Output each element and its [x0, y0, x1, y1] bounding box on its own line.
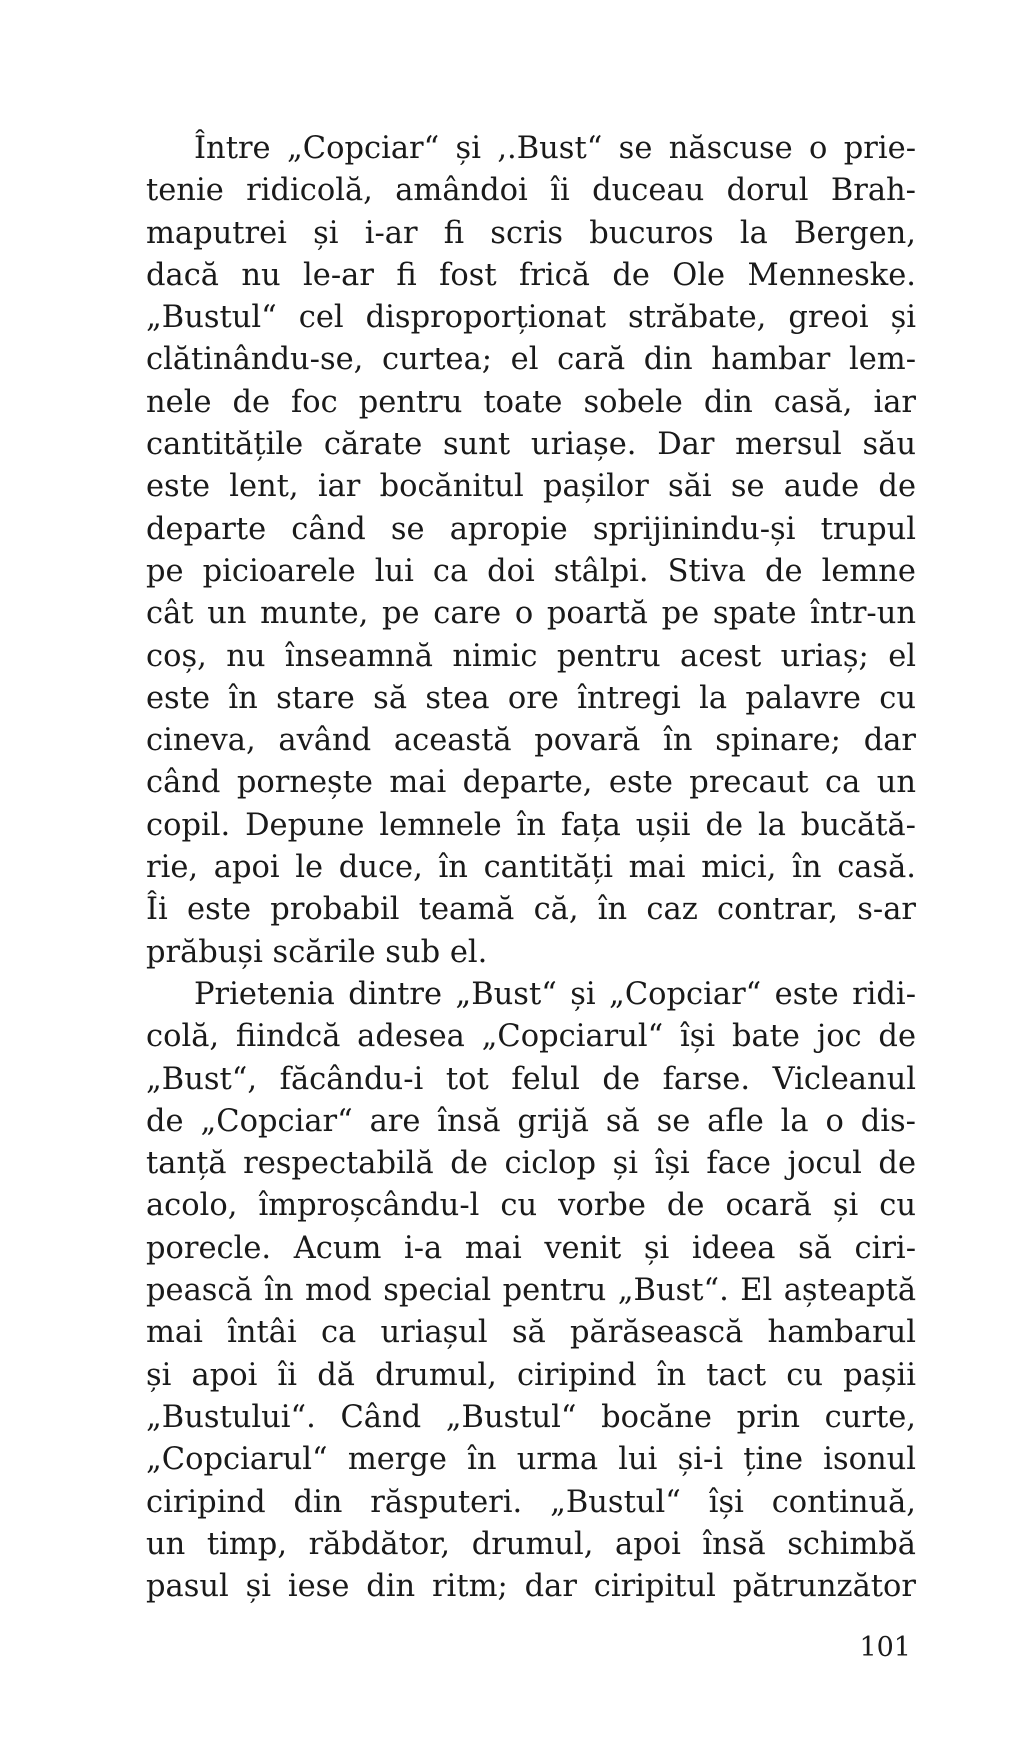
text-line: „Bustului“. Când „Bustul“ bocăne prin curte,: [146, 1399, 916, 1435]
text-line: ciripind din răsputeri. „Bustul“ își continuă,: [146, 1484, 916, 1520]
text-line: acolo, împroșcându-l cu vorbe de ocară și cu: [146, 1188, 916, 1224]
text-line: cineva, având această povară în spinare; dar: [146, 723, 916, 759]
text-line: pească în mod special pentru „Bust“. El așteaptă: [146, 1273, 916, 1309]
text-line: porecle. Acum i-a mai venit și ideea să ciri-: [146, 1230, 916, 1266]
text-line: Între „Copciar“ și ,.Bust“ se născuse o prie-: [194, 131, 916, 166]
text-line: clătinându-se, curtea; el cară din hambar lem-: [146, 342, 916, 378]
text-line: tenie ridicolă, amândoi îi duceau dorul Brah-: [146, 173, 916, 209]
body-text: [146, 128, 916, 1608]
text-line: „Copciarul“ merge în urma lui și-i ține isonul: [146, 1442, 916, 1478]
text-line: cât un munte, pe care o poartă pe spate într-un: [146, 596, 916, 632]
text-line: pe picioarele lui ca doi stâlpi. Stiva de lemne: [146, 553, 916, 589]
text-line: coș, nu înseamnă nimic pentru acest uriaș; el: [146, 638, 916, 674]
text-line: maputrei și i-ar fi scris bucuros la Bergen,: [146, 215, 916, 251]
text-line: pasul și iese din ritm; dar ciripitul pătrunzător: [146, 1569, 916, 1605]
text-line: cantitățile cărate sunt uriașe. Dar mersul său: [146, 427, 916, 463]
text-line: prăbuși scările sub el.: [146, 934, 488, 970]
text-line: este în stare să stea ore întregi la palavre cu: [146, 680, 916, 716]
text-line: departe când se apropie sprijinindu-și trupul: [146, 511, 916, 547]
text-line: Îi este probabil teamă că, în caz contrar, s-ar: [146, 892, 916, 928]
text-line: tanță respectabilă de ciclop și își face jocul de: [146, 1146, 916, 1182]
text-line: colă, fiindcă adesea „Copciarul“ își bate joc de: [146, 1019, 916, 1055]
text-line: este lent, iar bocănitul pașilor săi se aude de: [146, 469, 916, 505]
text-line: nele de foc pentru toate sobele din casă, iar: [146, 384, 916, 420]
text-line: mai întâi ca uriașul să părăsească hambarul: [146, 1315, 916, 1351]
text-line: copil. Depune lemnele în fața ușii de la bucătă-: [146, 807, 916, 843]
text-line: de „Copciar“ are însă grijă să se afle la o dis-: [146, 1103, 916, 1139]
text-line: un timp, răbdător, drumul, apoi însă schimbă: [146, 1526, 916, 1562]
page-number: 101: [859, 1632, 911, 1663]
text-line: rie, apoi le duce, în cantități mai mici, în casă.: [146, 850, 916, 886]
text-line: dacă nu le-ar fi fost frică de Ole Menneske.: [146, 257, 916, 293]
text-line: când pornește mai departe, este precaut ca un: [146, 765, 916, 801]
text-line: „Bust“, făcându-i tot felul de farse. Vicleanul: [146, 1061, 916, 1097]
text-line: Prietenia dintre „Bust“ și „Copciar“ este ridi-: [194, 976, 916, 1012]
text-line: „Bustul“ cel disproporționat străbate, greoi și: [146, 300, 916, 336]
text-line: și apoi îi dă drumul, ciripind în tact cu pașii: [146, 1357, 916, 1393]
